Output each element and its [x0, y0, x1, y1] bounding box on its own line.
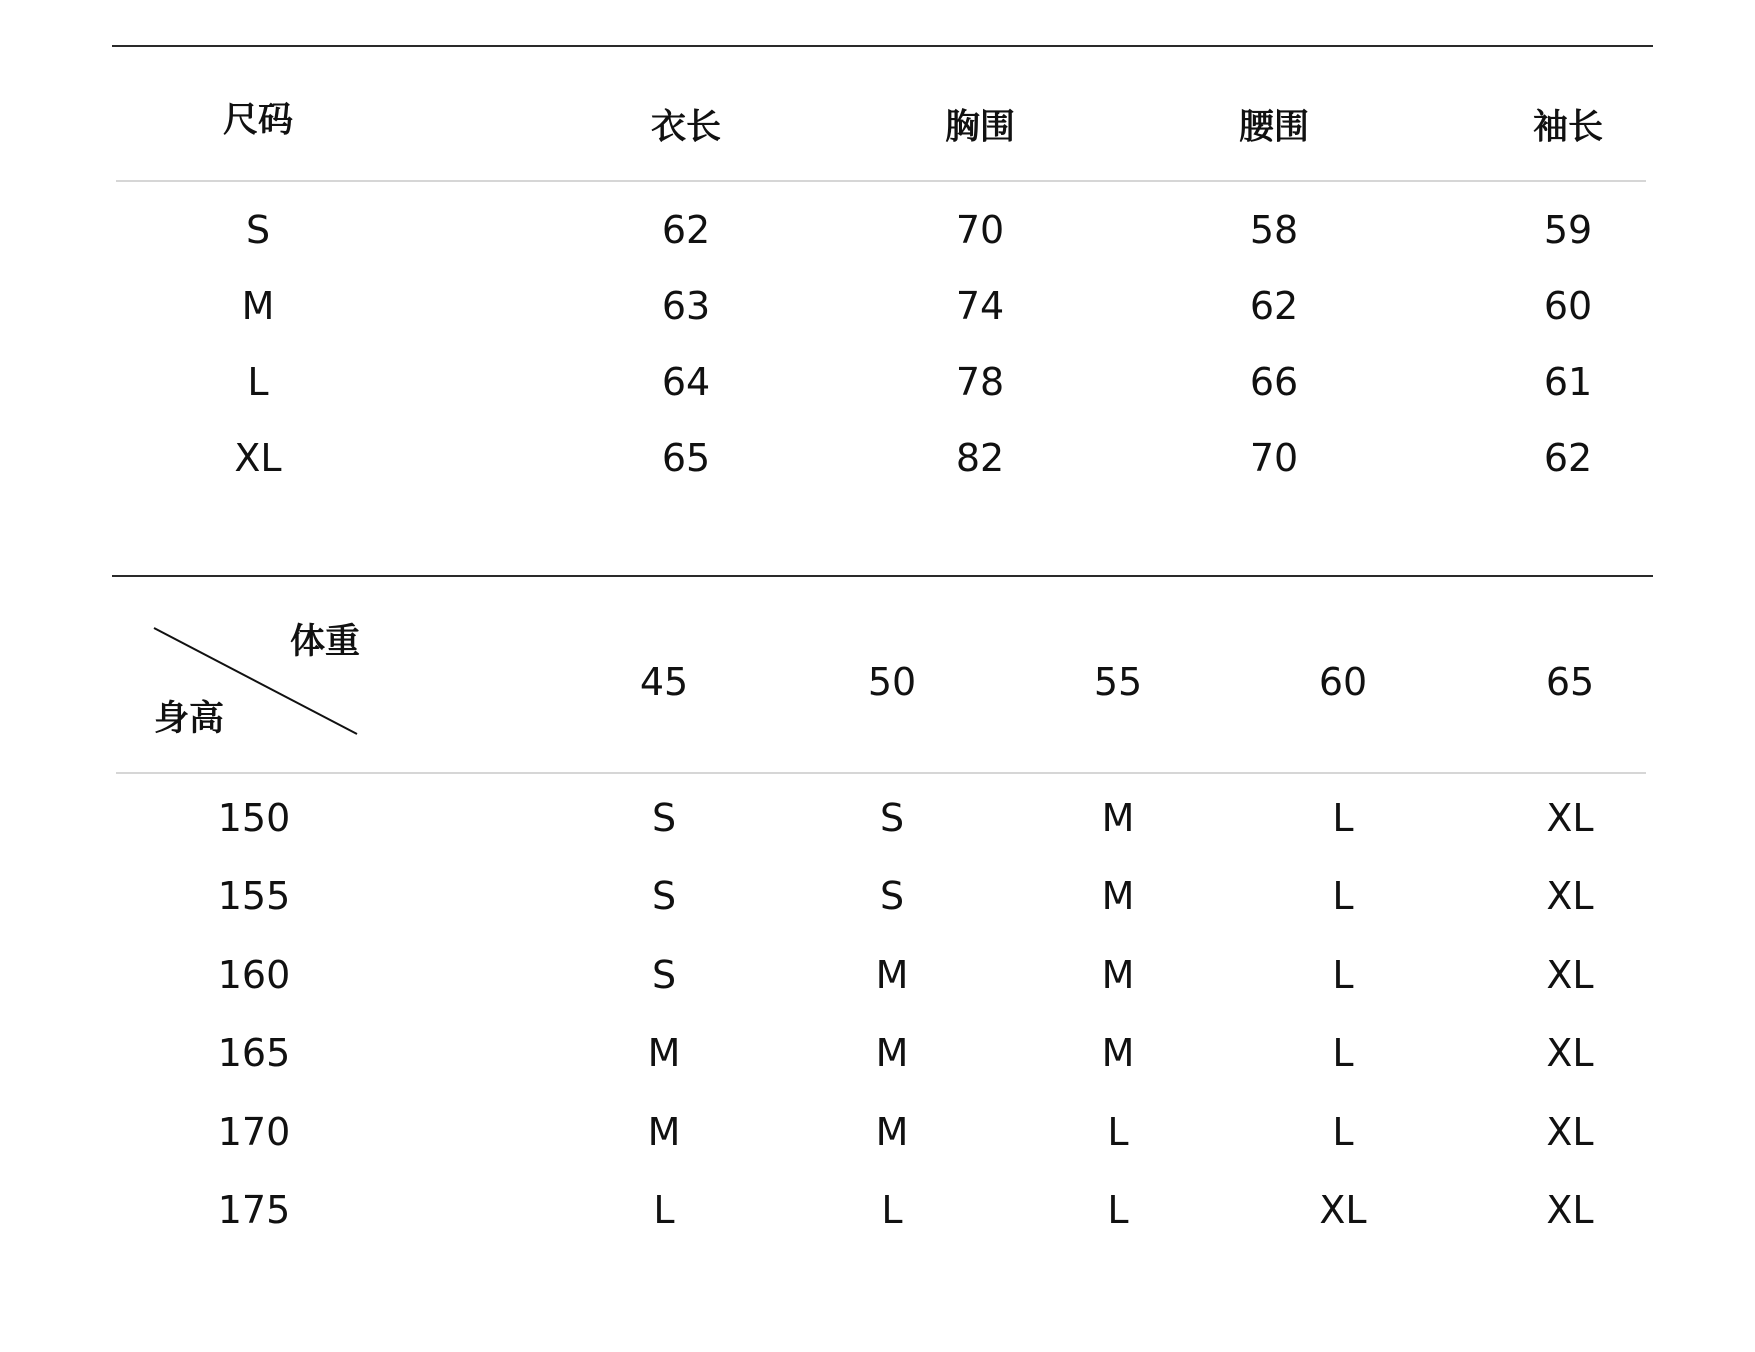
recommended-size-cell: M	[647, 1110, 681, 1154]
size-header-waist: 腰围	[1238, 107, 1310, 148]
size-table-cell: 59	[1543, 208, 1593, 252]
size-table-cell: 60	[1543, 284, 1593, 328]
recommended-size-cell: M	[1101, 953, 1135, 997]
recommended-size-cell: M	[1101, 874, 1135, 918]
size-table-cell: 58	[1249, 208, 1299, 252]
recommended-size-cell: L	[1107, 1188, 1129, 1232]
recommended-size-cell: XL	[1546, 796, 1594, 840]
size-table-cell: 62	[1543, 436, 1593, 480]
recommended-size-cell: XL	[1546, 1110, 1594, 1154]
size-header-chest: 胸围	[944, 107, 1016, 148]
size-table-cell: 70	[1249, 436, 1299, 480]
recommended-size-cell: M	[875, 953, 909, 997]
weight-header-55: 55	[1093, 660, 1143, 704]
size-header-length: 衣长	[650, 107, 722, 148]
height-row-label: 160	[217, 953, 291, 997]
recommended-size-cell: XL	[1546, 953, 1594, 997]
weight-header-45: 45	[639, 660, 689, 704]
recommended-size-cell: L	[881, 1188, 903, 1232]
recommended-size-cell: XL	[1319, 1188, 1367, 1232]
size-table-cell: 64	[661, 360, 711, 404]
weight-header-50: 50	[867, 660, 917, 704]
recommended-size-cell: L	[1332, 1031, 1354, 1075]
size-table-cell: 82	[955, 436, 1005, 480]
size-table-cell: 74	[955, 284, 1005, 328]
recommended-size-cell: XL	[1546, 1188, 1594, 1232]
recommended-size-cell: S	[651, 796, 677, 840]
recommended-size-cell: M	[647, 1031, 681, 1075]
recommended-size-cell: M	[875, 1110, 909, 1154]
size-header-size: 尺码	[222, 100, 294, 141]
height-row-label: 170	[217, 1110, 291, 1154]
size-header-sleeve: 袖长	[1532, 107, 1604, 148]
size-row-label: L	[247, 360, 269, 404]
size-table-cell: 63	[661, 284, 711, 328]
size-row-label: M	[241, 284, 275, 328]
recommended-size-cell: L	[653, 1188, 675, 1232]
size-table-cell: 66	[1249, 360, 1299, 404]
size-table-cell: 70	[955, 208, 1005, 252]
recommended-size-cell: L	[1332, 874, 1354, 918]
recommended-size-cell: M	[875, 1031, 909, 1075]
size-row-label: XL	[234, 436, 282, 480]
recommend-table-header-rule	[116, 772, 1646, 774]
size-row-label: S	[245, 208, 271, 252]
height-row-label: 150	[217, 796, 291, 840]
recommended-size-cell: M	[1101, 1031, 1135, 1075]
recommended-size-cell: S	[879, 796, 905, 840]
recommended-size-cell: S	[651, 953, 677, 997]
weight-header-60: 60	[1318, 660, 1368, 704]
height-axis-label: 身高	[154, 699, 225, 739]
height-row-label: 155	[217, 874, 291, 918]
recommended-size-cell: L	[1332, 796, 1354, 840]
recommended-size-cell: L	[1332, 1110, 1354, 1154]
recommended-size-cell: M	[1101, 796, 1135, 840]
recommended-size-cell: L	[1107, 1110, 1129, 1154]
size-table-cell: 62	[661, 208, 711, 252]
size-table-cell: 78	[955, 360, 1005, 404]
height-row-label: 165	[217, 1031, 291, 1075]
recommended-size-cell: L	[1332, 953, 1354, 997]
recommended-size-cell: XL	[1546, 874, 1594, 918]
size-table-cell: 62	[1249, 284, 1299, 328]
weight-header-65: 65	[1545, 660, 1595, 704]
size-table-cell: 65	[661, 436, 711, 480]
recommended-size-cell: S	[879, 874, 905, 918]
recommended-size-cell: XL	[1546, 1031, 1594, 1075]
height-row-label: 175	[217, 1188, 291, 1232]
size-table-cell: 61	[1543, 360, 1593, 404]
recommended-size-cell: S	[651, 874, 677, 918]
weight-axis-label: 体重	[290, 622, 361, 662]
